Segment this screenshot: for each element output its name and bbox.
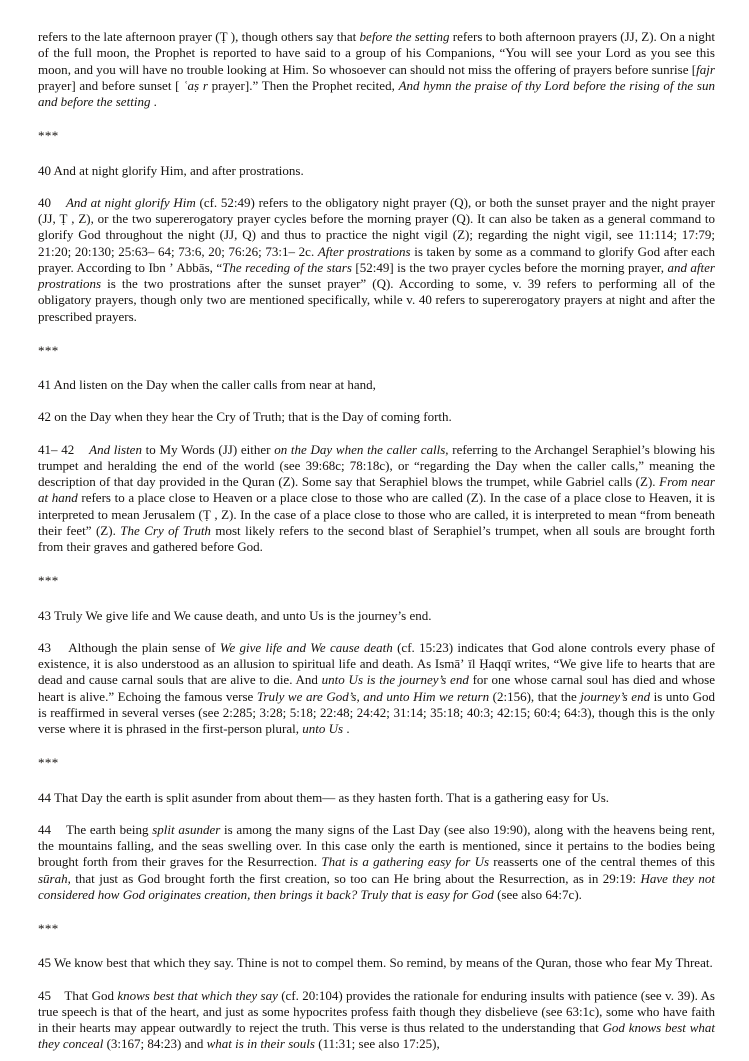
verse-text-43: 43 Truly We give life and We cause death, and unto Us is the journey’s end. (38, 607, 432, 623)
commentary-number-45: 45 (38, 987, 51, 1003)
spacer (38, 110, 715, 128)
italic-phrase: We give life and We cause death (219, 639, 393, 655)
section-divider-1: *** (38, 128, 59, 144)
italic-phrase: unto Us is the journey’s end (321, 672, 469, 688)
spacer (38, 903, 715, 921)
spacer (38, 325, 715, 343)
spacer (38, 555, 715, 573)
spacer (38, 937, 715, 955)
italic-phrase: on the Day when the caller calls, (274, 441, 449, 457)
spacer (38, 145, 715, 163)
section-divider-2: *** (38, 342, 59, 358)
italic-phrase: The Cry of Truth (120, 522, 211, 538)
commentary-number-43: 43 (38, 639, 51, 655)
spacer (38, 806, 715, 822)
commentary-number-44: 44 (38, 821, 51, 837)
italic-phrase: what is in their souls (206, 1036, 315, 1052)
spacer (38, 624, 715, 640)
commentary-41-42: 41– 42 And listen to My Words (JJ) either on the Day when the caller calls, referring to the Archangel Seraphiel’s blowing his trumpet and heralding the end of the world (see 39:68c; 78:18c), or “regarding the Day when the caller calls,” meaning the description of that day provided in the Quran (Z). Some say that Seraphiel blows the trumpet, while Gabriel calls (Z). From near at hand refers to a place close to Heaven or a place close to those who are called (Z). In the case of a place close to Heaven, it is interpreted to mean Jerusalem (Ṭ , Z). In the case of a place close to those who are called, it is interpreted to mean “from beneath their feet” (Z). The Cry of Truth most likely refers to the second blast of Seraphiel’s trumpet, when all souls are brought forth from their graves and gathered before God. (38, 441, 716, 554)
italic-phrase: split asunder (152, 821, 221, 837)
italic-phrase: And listen (89, 441, 142, 457)
spacer (38, 772, 715, 790)
spacer (38, 393, 715, 409)
italic-phrase: knows best that which they say (117, 987, 278, 1003)
italic-phrase: From near at hand (38, 474, 715, 506)
spacer (38, 426, 715, 442)
commentary-43: 43 Although the plain sense of We give life and We cause death (cf. 15:23) indicates that God alone controls every phase of existence, it is also understood as an allusion to spiritual life and death. As Ismāʼ īl Ḥaqqī writes, “We give life to hearts that are dead and cause carnal souls that are alive to die. And unto Us is the journey’s end for one whose carnal soul has died and whose heart is alive.” Echoing the famous verse Truly we are God’s, and unto Him we return (2:156), that the journey’s end is unto God is reaffirmed in several verses (see 2:285; 3:28; 5:18; 22:48; 24:42; 31:14; 35:18; 40:3; 42:15; 60:4; 64:3), though this is the only verse where it is phrased in the first-person plural, unto Us . (38, 639, 716, 736)
italic-phrase: before the setting (359, 29, 450, 44)
commentary-40: 40 And at night glorify Him (cf. 52:49) refers to the obligatory night prayer (Q), or both the sunset prayer and the night prayer (JJ, Ṭ , Z), or the two supererogatory prayer cycles before the morning prayer (Q). It can also be taken as a general command to glorify God throughout the night (JJ, Q) and thus to practice the night vigil (Z); regarding the night vigil, see 11:114; 17:79; 21:20; 20:130; 25:63– 64; 73:6, 20; 76:26; 73:1– 2c. After prostrations is taken by some as a command to glorify God after each prayer. According to Ibn ʼ Abbās, “The receding of the stars [52:49] is the two prayer cycles before the morning prayer, and after prostrations is the two prostrations after the sunset prayer” (Q). According to some, v. 39 refers to performing all of the obligatory prayers, though only two are mentioned specifically, while v. 40 refers to supererogatory prayers at night and after the prescribed prayers. (38, 194, 716, 324)
section-divider-5: *** (38, 921, 59, 936)
spacer (38, 737, 715, 755)
spacer (38, 972, 715, 988)
spacer (38, 179, 715, 195)
italic-phrase: After prostrations (317, 243, 411, 259)
italic-phrase: unto Us (302, 721, 344, 736)
spacer (38, 359, 715, 377)
italic-phrase: And at night glorify Him (65, 194, 196, 210)
commentary-44: 44 The earth being split asunder is among the many signs of the Last Day (see also 19:90), along with the heavens being rent, the mountains falling, and the seas swelling over. In this case only the earth is mentioned, since it pertains to the bodies being brought forth from their graves for the Resurrection. That is a gathering easy for Us reasserts one of the central themes of this sūrah, that just as God brought forth the first creation, so too can He bring about the Resurrection, as in 29:19: Have they not considered how God originates creation, then brings it back? Truly that is easy for God (see also 64:7c). (38, 821, 715, 902)
verse-text-44: 44 That Day the earth is split asunder from about them— as they hasten forth. That is a gathering easy for Us. (38, 789, 610, 805)
commentary-number-41-42: 41– 42 (38, 441, 75, 457)
continuation-paragraph: refers to the late afternoon prayer (Ṭ ), though others say that before the setting refers to both afternoon prayers (JJ, Z). On a night of the full moon, the Prophet is reported to have said to a group of his Companions, “You will see your Lord as you see this moon, and you will have no trouble looking at Him. So whosoever can should not miss the offering of prayers before sunrise [fajr prayer] and before sunset [ ʿaṣ r prayer].” Then the Prophet recited, And hymn the praise of thy Lord before the rising of the sun and before the setting . (38, 29, 716, 109)
italic-phrase: and after prostrations (38, 259, 715, 291)
verse-text-41: 41 And listen on the Day when the caller calls from near at hand, (38, 377, 376, 392)
italic-phrase: Have they not considered how God originates creation, then brings it back? Truly that is easy for God (38, 870, 715, 902)
page-content-column (38, 29, 715, 1053)
spacer (38, 590, 715, 608)
italic-phrase: ʿaṣ r (183, 77, 208, 93)
verse-text-40: 40 And at night glorify Him, and after prostrations. (38, 162, 304, 178)
italic-phrase: And hymn the praise of thy Lord before the rising of the sun and before the setting (38, 77, 715, 109)
italic-phrase: fajr (696, 61, 715, 77)
italic-phrase: Truly we are God’s, and unto Him we return (256, 688, 490, 704)
verse-text-42: 42 on the Day when they hear the Cry of Truth; that is the Day of coming forth. (38, 409, 452, 425)
italic-phrase: The receding of the stars (222, 259, 352, 275)
italic-phrase: sūrah, (38, 870, 71, 886)
commentary-number-40: 40 (38, 194, 51, 210)
italic-phrase: That is a gathering easy for Us (321, 854, 490, 870)
section-divider-4: *** (38, 755, 59, 771)
italic-phrase: journey’s end (580, 688, 651, 704)
section-divider-3: *** (38, 573, 59, 589)
commentary-45: 45 That God knows best that which they say (cf. 20:104) provides the rationale for enduring insults with patience (see v. 39). As true speech is that of the heart, and just as some hypocrites profess faith though they disbelieve (see 63:1c), some who have faith in their hearts may appear outwardly to reject the truth. This verse is thus related to the understanding that God knows best what they conceal (3:167; 84:23) and what is in their souls (11:31; see also 17:25), (38, 987, 715, 1052)
verse-text-45: 45 We know best that which they say. Thine is not to compel them. So remind, by means of the Quran, those who fear My Threat. (38, 955, 713, 971)
italic-phrase: God knows best what they conceal (38, 1020, 715, 1052)
